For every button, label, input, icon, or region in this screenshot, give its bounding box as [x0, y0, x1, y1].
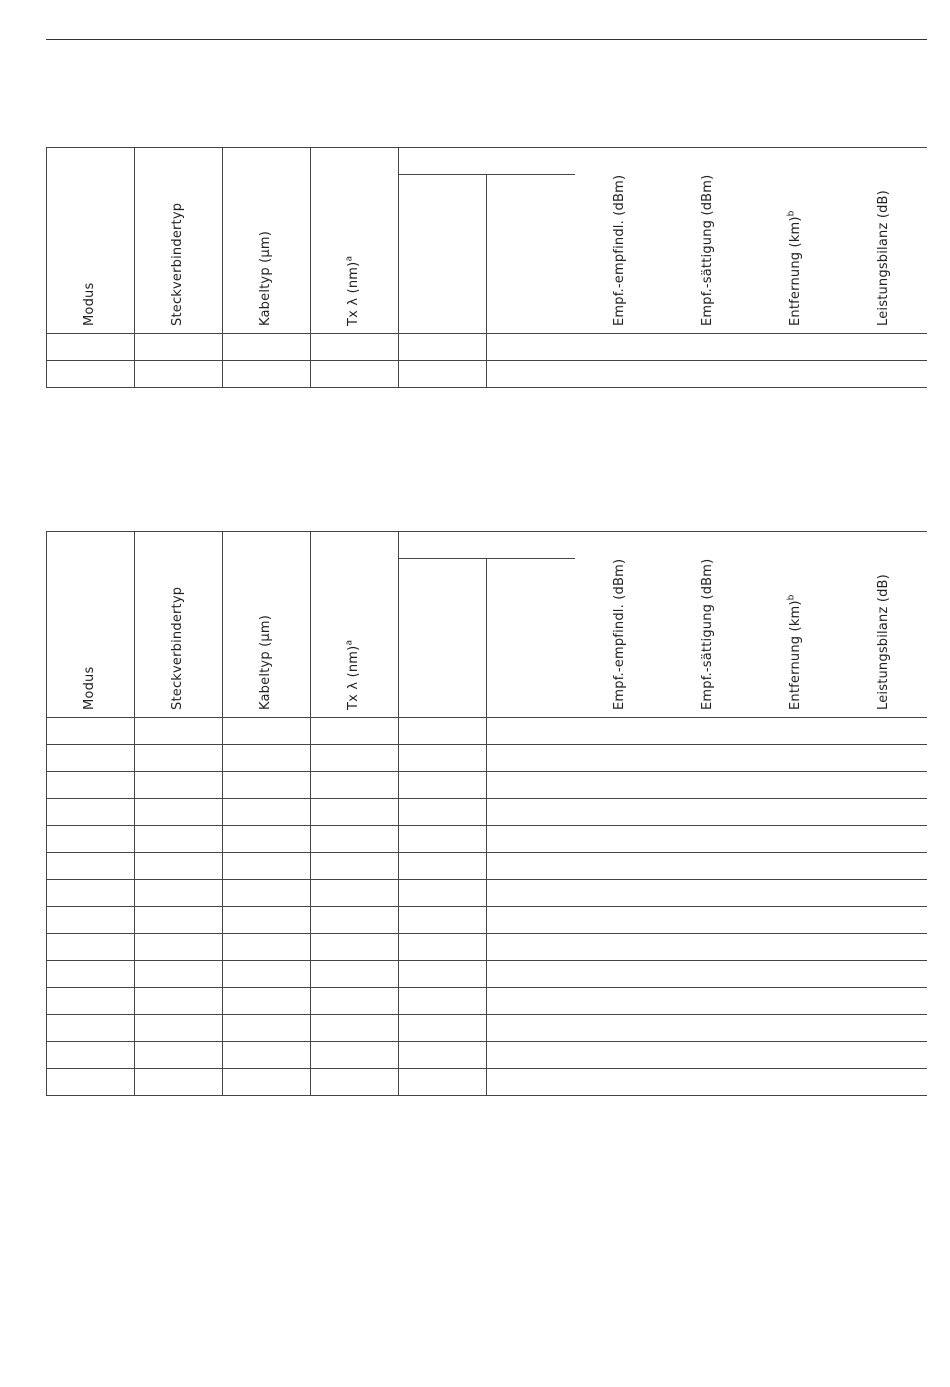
header-entfernung-label: Entfernung (km): [788, 600, 803, 710]
footnote-marker-a: a: [344, 255, 355, 262]
header-tx-lambda-label: Tx λ (nm): [346, 645, 361, 710]
header-kabeltyp: Kabeltyp (µm): [258, 231, 273, 326]
header-tx-lambda: [346, 256, 362, 326]
header-empf-saettigung: Empf.-sättigung (dBm): [700, 174, 715, 326]
spec-table-2: [46, 531, 927, 1095]
header-leistungsbilanz: Leistungsbilanz (dB): [876, 190, 891, 326]
column-rule: [222, 147, 223, 387]
column-rule: [310, 531, 311, 1095]
header-empf-empfindl: Empf.-empfindl. (dBm): [612, 174, 627, 326]
column-rule: [46, 531, 47, 1095]
header-leistungsbilanz: Leistungsbilanz (dB): [876, 574, 891, 710]
header-modus: Modus: [82, 282, 97, 326]
column-rule: [398, 147, 399, 387]
header-entfernung-label: Entfernung (km): [788, 216, 803, 326]
footnote-marker-b: b: [786, 594, 797, 601]
table-top-border: [46, 531, 927, 532]
column-rule: [310, 147, 311, 387]
column-rule: [486, 174, 487, 387]
header-tx-lambda-label: Tx λ (nm): [346, 261, 361, 326]
table-top-border: [46, 147, 927, 148]
top-rule: [46, 39, 927, 40]
table-row: [46, 1095, 927, 1096]
column-rule: [222, 531, 223, 1095]
column-rule: [46, 147, 47, 387]
header-empf-saettigung: Empf.-sättigung (dBm): [700, 558, 715, 710]
spec-table-1: [46, 147, 927, 387]
table-row: [46, 387, 927, 388]
header-entfernung: [788, 210, 804, 326]
header-steckverbindertyp: Steckverbindertyp: [170, 586, 185, 710]
column-rule: [134, 531, 135, 1095]
column-rule: [398, 531, 399, 1095]
header-modus: Modus: [82, 666, 97, 710]
header-entfernung: [788, 594, 804, 710]
header-empf-empfindl: Empf.-empfindl. (dBm): [612, 558, 627, 710]
header-tx-lambda: [346, 640, 362, 710]
header-kabeltyp: Kabeltyp (µm): [258, 615, 273, 710]
footnote-marker-b: b: [786, 210, 797, 217]
footnote-marker-a: a: [344, 639, 355, 646]
column-rule: [486, 558, 487, 1095]
header-steckverbindertyp: Steckverbindertyp: [170, 202, 185, 326]
column-rule: [134, 147, 135, 387]
